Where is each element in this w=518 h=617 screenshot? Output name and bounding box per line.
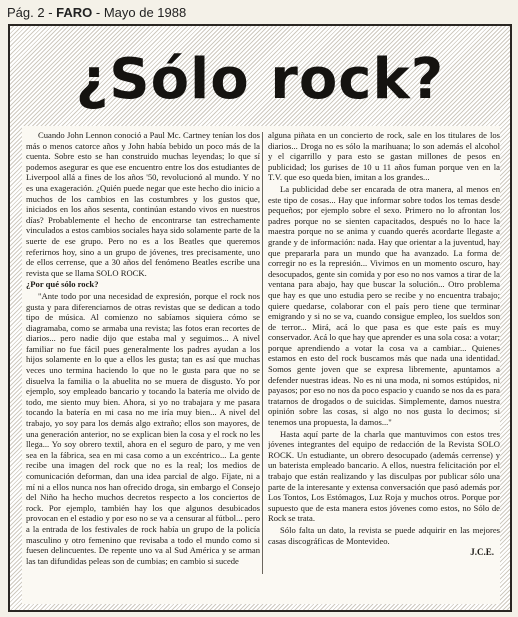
column-divider xyxy=(262,132,263,574)
page-number: Pág. 2 - xyxy=(7,5,57,20)
paragraph: "Ante todo por una necesidad de expresión, porque el rock nos gusta y para diferenciarnos de otras revistas que se dedican a todo tipo de música. Al comienzo no sabíamos siquiera cómo se diagramaba, como se armaba una revista; las fotos eran recortes de diarios... pero nadie dijo que estaba mal y seguimos... A nivel familiar no fue fácil pues generalmente los padres ayudan a los hijos solamente en lo que a ellos les gusta; tan es así que muchas veces uno termina haciendo lo que no le gusta para que no se disuelva la familia o la abuelita no se muera de disgusto. Yo por ejemplo, soy empleado bancario y tocando la batería me olvido de todo, me siento muy bien. Ahora, si yo no trabajara y me pasara tocando la batería en mi casa no me iría muy bien... A nivel del trabajo, yo soy para los demás algo extraño; ellos son mayores, de una generación anterior, no se explican bien la cosa y el rock no les llega... Yo soy obrero textil, ahora en el seguro de paro, y me ven sea en la fábrica, sea en mi casa como a un excéntrico... La gente recibe una imagen del rock que no es la real; los medios de comunicación deforman, dan una idea parcial de algo. Fíjate, ni a mí ni a ellos nunca nos han ofrecido droga, sin embargo el Consejo del Niño ha hecho muchos decretos respecto a los conciertos de rock. Por ejemplo, también hay los que algunos desubicados provocan en el estadio y por eso no se va a censurar al fútbol... pero a la entrada de los festivales de rock había un grupo de la policía masculino y otro femenino que revisaba a todo el mundo como si fuesen delincuentes. De repente uno va al Sud América y se arman las tan difundidas peleas son de cumbias; en cambio si sucede xyxy=(26,290,260,566)
article-frame xyxy=(8,24,512,612)
issue-date: - Mayo de 1988 xyxy=(92,5,187,20)
article-body xyxy=(22,126,500,604)
paragraph: La publicidad debe ser encarada de otra manera, al menos en este tipo de cosas... Hay que informar sobre todos los temas desde pequeños; por ejemplo sobre el sexo. Primero no lo afrontan los padres porque no se sienten capacitados, después no lo hace la maestra porque no se anima y cuando querés acordarte llegaste a grande y de información: nada. Hay que orientar a la juventud, hay que prepararla para un mundo que ha avanzado. La forma de corregir no es la represión... Vivimos en un momento oscuro, hay desocupados, gente sin comida y por eso no nos vamos a tirar de la ventana para abajo, hay que buscar la solución... Otro problema que hay es que uno estudia pero se recibe y no encuentra trabajo; quiere quedarse, colaborar con el país pero tiene que terminar emigrando y si no se va, cuando consigue empleo, los sueldos son de terror... Mirá, acá lo que pasa es que este país es muy conservador. Acá lo que hay que aprender es una sola cosa: a votar; porque aprendiendo a votar la cosa va a cambiar... Quienes estamos en esto del rock buscamos más que nada una identidad. Somos gente joven que se expresa libremente, apuntamos a defender nuestras ideas. No es ni una moda, ni somos estúpidos, ni payasos; por eso no nos da poco espacio y cuando se nos da es para tratarnos de drogados o de suicidas. Simplemente, damos nuestra opinión sobre las cosas, si algo no nos gusta lo decimos; si tenemos una propuesta, la damos..." xyxy=(268,183,500,428)
right-column xyxy=(268,130,500,604)
author-signature: J.C.E. xyxy=(470,547,494,558)
paragraph: Hasta aquí parte de la charla que mantuvimos con estos tres jóvenes integrantes del equipo de redacción de la Revista SOLO ROCK. Un estudiante, un obrero desocupado (además cerrense) y un baterista empleado bancario. A ellos, nuestra felicitación por el trabajo que están realizando y las disculpas por publicar sólo una parte de la interesante y extensa conversación que pasó además por Los Tontos, Los Estómagos, Luz Roja y muchos otros. Porque por supuesto que de esta manera estos jóvenes como estos, no Sólo de Rock se trata. xyxy=(268,428,500,524)
left-column xyxy=(26,130,260,604)
paragraph: Cuando John Lennon conoció a Paul Mc. Cartney tenían los dos más o menos catorce años y John había bebido un poco más de la cuenta. Sobre esto se han construido muchas leyendas; lo que sí podemos asegurar es que ese encuentro entre los dos estudiantes de Liverpool allá a fines de los años '50, revolucionó al mundo. Y no es una exageración. ¿Quién puede negar que este hecho dio inicio a muchos de los cambios en las costumbres y los gustos que, iniciados en los años sesenta, continúan estando vivos en nuestros días? Probablemente el hecho de encontrarse tan estrechamente vinculados a estos cambios sociales haya sido solamente parte de la suerte de ese grupo. Pero no es a los Beatles que queremos referirnos hoy, sino a un grupo de jóvenes, tres precisamente, uno de ellos cerrense, que a 30 años del fenómeno Beatles escribe una revista que se llama SOLO ROCK. xyxy=(26,130,260,278)
paragraph: alguna piñata en un concierto de rock, sale en los titulares de los diarios... Droga no es sólo la marihuana; lo son además el alcohol y el cigarrillo y para esto se gastan millones de pesos en publicidad; los gurises de 10 u 11 años fuman porque ven en la T.V. que eso queda bien, imitan a los grandes... xyxy=(268,130,500,183)
paragraph: Sólo falta un dato, la revista se puede adquirir en las mejores casas discográficas de Montevideo. xyxy=(268,524,500,546)
subheading: ¿Por qué sólo rock? xyxy=(26,279,99,290)
article-title: ¿Sólo rock? xyxy=(75,47,445,112)
page-header xyxy=(7,2,507,24)
newspaper-name: FARO xyxy=(56,5,93,20)
